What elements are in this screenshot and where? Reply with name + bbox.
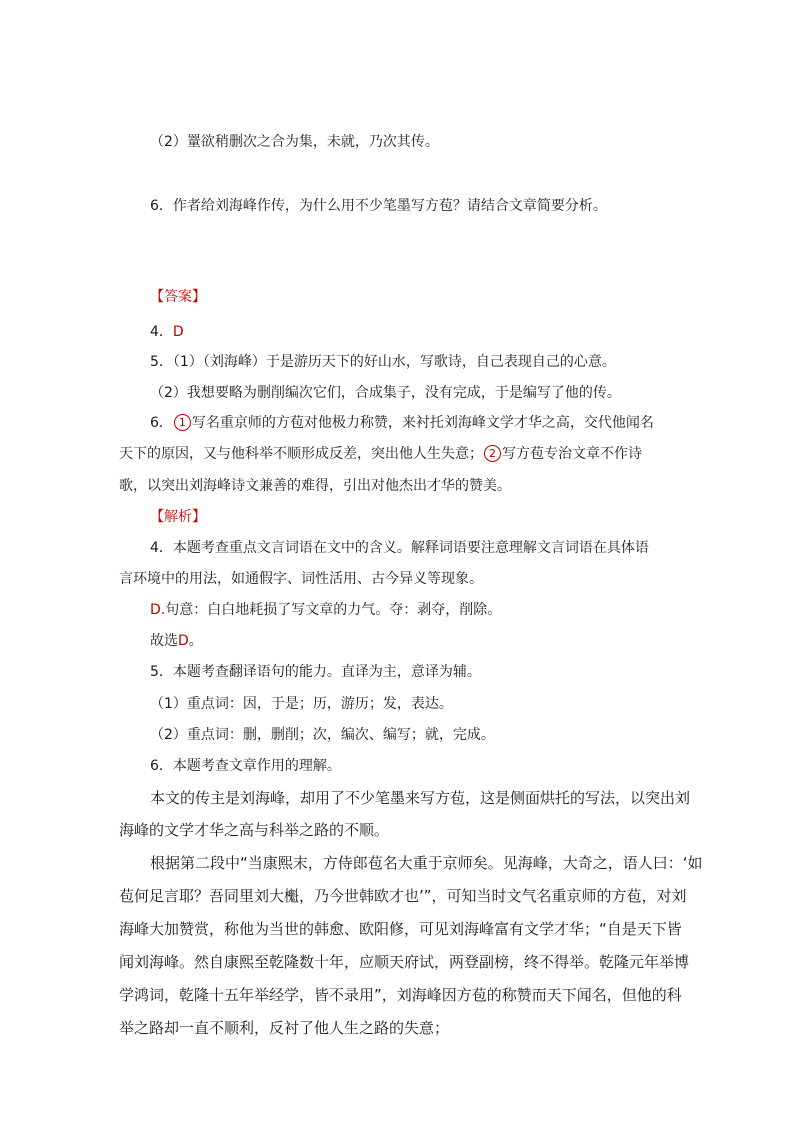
analysis-6-line-6: 海峰大加赞赏，称他为当世的韩愈、欧阳修，可见刘海峰富有文学才华；“自是天下皆 bbox=[119, 920, 682, 938]
analysis-6-line-8: 学鸿词，乾隆十五年举经学，皆不录用”，刘海峰因方苞的称赞而天下闻名，但他的科 bbox=[119, 986, 682, 1004]
analysis-4-choice-end: 。 bbox=[188, 633, 203, 649]
analysis-6-line-5: 苞何足言耶？吾同里刘大櫆，乃今世韩欧才也’”，可知当时文气名重京师的方苞，对刘 bbox=[119, 887, 687, 905]
question-5-part-2: （2）罿欲稍删次之合为集，未就，乃次其传。 bbox=[150, 134, 439, 150]
answer-header: 【答案】 bbox=[150, 289, 206, 305]
answer-5-part-1: 5．（1）（刘海峰）于是游历天下的好山水，写歌诗，自己表现自己的心意。 bbox=[150, 354, 616, 370]
analysis-6-line-1: 6．本题考查文章作用的理解。 bbox=[150, 758, 341, 774]
analysis-6-line-2: 本文的传主是刘海峰，却用了不少笔墨来写方苞，这是侧面烘托的写法，以突出刘 bbox=[150, 789, 691, 807]
analysis-6-line-9: 举之路却一直不顺利，反衬了他人生之路的失意； bbox=[119, 1019, 450, 1037]
answer-6-line-3: 歌，以突出刘海峰诗文兼善的难得，引出对他杰出才华的赞美。 bbox=[119, 478, 511, 494]
analysis-4-d-label: D. bbox=[150, 602, 166, 618]
analysis-4-choice-value: D bbox=[178, 633, 189, 649]
circled-number-1-icon: 1 bbox=[174, 414, 191, 431]
analysis-5-line-2: （1）重点词：因，于是；历，游历；发，表达。 bbox=[150, 696, 453, 712]
analysis-6-line-4: 根据第二段中“当康熙末，方侍郎苞名大重于京师矣。见海峰，大奇之，语人曰：‘如 bbox=[150, 854, 703, 872]
answer-4-value: D bbox=[172, 324, 184, 340]
answer-5-part-2: （2）我想要略为删削编次它们，合成集子，没有完成，于是编写了他的传。 bbox=[150, 385, 621, 401]
answer-6-prefix: 6． bbox=[150, 415, 173, 431]
circled-number-2-icon: 2 bbox=[484, 445, 501, 462]
analysis-6-line-3: 海峰的文学才华之高与科举之路的不顺。 bbox=[119, 821, 390, 839]
analysis-4-choice-prefix: 故选 bbox=[150, 633, 178, 649]
answer-6-line-2a: 天下的原因，又与他科举不顺形成反差，突出他人生失意； bbox=[119, 446, 483, 462]
answer-6-line-2b: 写方苞专治文章不作诗 bbox=[502, 446, 642, 462]
analysis-5-line-3: （2）重点词：删，删削；次，编次、编写；就，完成。 bbox=[150, 727, 495, 743]
answer-6-part-1: 写名重京师的方苞对他极力称赞，来衬托刘海峰文学才华之高，交代他闻名 bbox=[191, 415, 654, 431]
analysis-4-line-2: 言环境中的用法，如通假字、词性活用、古今异义等现象。 bbox=[119, 571, 483, 587]
answer-6-line-1 bbox=[150, 413, 654, 433]
analysis-5-line-1: 5．本题考查翻译语句的能力。直译为主，意译为辅。 bbox=[150, 664, 481, 680]
analysis-4-choice bbox=[150, 631, 203, 651]
answer-4 bbox=[150, 322, 184, 342]
analysis-6-line-7: 闻刘海峰。然自康熙至乾隆数十年，应顺天府试，两登副榜，终不得举。乾隆元年举博 bbox=[119, 953, 690, 971]
answer-6-line-2 bbox=[119, 444, 642, 464]
analysis-4-d bbox=[150, 600, 501, 620]
answer-4-number: 4． bbox=[150, 324, 173, 340]
analysis-header: 【解析】 bbox=[150, 509, 206, 525]
analysis-4-line-1: 4．本题考查重点文言词语在文中的含义。解释词语要注意理解文言词语在具体语 bbox=[150, 540, 649, 556]
analysis-4-d-text: 句意：白白地耗损了写文章的力气。夺：剥夺，削除。 bbox=[165, 602, 502, 618]
question-6: 6．作者给刘海峰作传，为什么用不少笔墨写方苞？请结合文章简要分析。 bbox=[150, 198, 607, 214]
